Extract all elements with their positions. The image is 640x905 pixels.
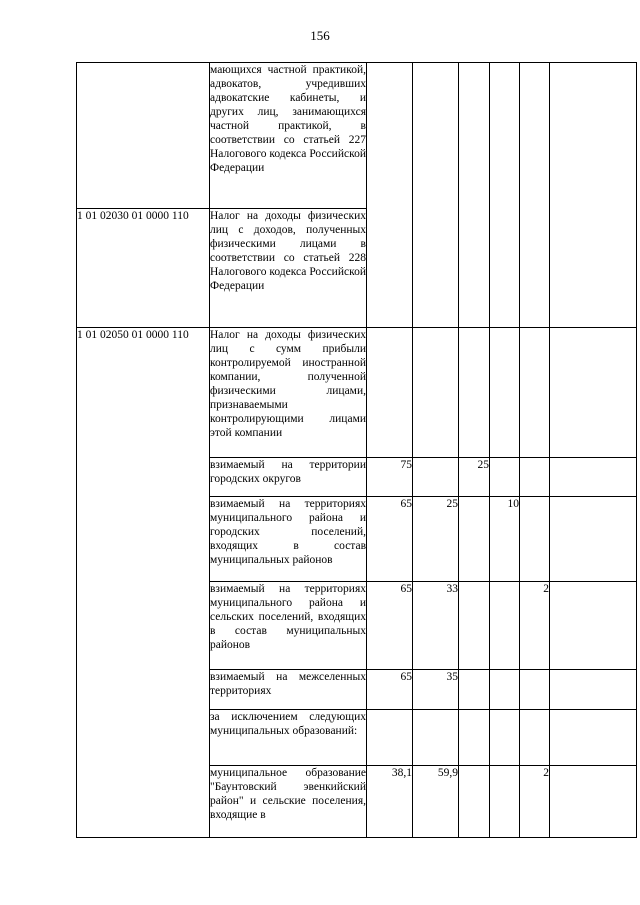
value-cell (490, 710, 520, 766)
classification-code (77, 63, 210, 209)
value-cell (490, 458, 520, 497)
income-description: взимаемый на территориях муниципального района и городских поселений, входящих в состав муниципальных районов (210, 497, 367, 582)
table-row (77, 63, 637, 209)
page-number: 156 (310, 28, 330, 43)
value-cell (459, 766, 490, 838)
value-cell (413, 458, 459, 497)
income-description: взимаемый на межселенных территориях (210, 670, 367, 710)
value-cell (550, 63, 637, 328)
value-cell: 75 (367, 458, 413, 497)
value-cell (459, 710, 490, 766)
value-cell (490, 328, 520, 458)
income-description: взимаемый на территориях муниципального района и сельских поселений, входящих в состав муниципальных районов (210, 582, 367, 670)
income-description: за исключением следующих муниципальных образований: (210, 710, 367, 766)
value-cell: 33 (413, 582, 459, 670)
income-description: муниципальное образование "Баунтовский эвенкийский район" и сельские поселения, входящие в (210, 766, 367, 838)
value-cell (367, 328, 413, 458)
value-cell (413, 63, 459, 328)
value-cell (490, 582, 520, 670)
value-cell (520, 328, 550, 458)
value-cell (550, 670, 637, 710)
income-description: взимаемый на территории городских округов (210, 458, 367, 497)
value-cell: 65 (367, 497, 413, 582)
value-cell (459, 328, 490, 458)
value-cell (520, 497, 550, 582)
value-cell: 59,9 (413, 766, 459, 838)
value-cell: 35 (413, 670, 459, 710)
value-cell: 2 (520, 582, 550, 670)
value-cell (550, 766, 637, 838)
value-cell (550, 458, 637, 497)
classification-code: 1 01 02050 01 0000 110 (77, 328, 210, 838)
value-cell (459, 670, 490, 710)
value-cell (520, 458, 550, 497)
income-description: мающихся частной практикой, адвокатов, учредивших адвокатские кабинеты, и других лиц, занимающихся частной практикой, в соответствии со статьей 227 Налогового кодекса Российской Федерации (210, 63, 367, 209)
value-cell (520, 670, 550, 710)
value-cell: 65 (367, 582, 413, 670)
classification-code: 1 01 02030 01 0000 110 (77, 209, 210, 328)
value-cell (490, 766, 520, 838)
value-cell (550, 497, 637, 582)
value-cell: 10 (490, 497, 520, 582)
value-cell: 2 (520, 766, 550, 838)
value-cell: 38,1 (367, 766, 413, 838)
value-cell (413, 710, 459, 766)
value-cell (367, 63, 413, 328)
value-cell (490, 670, 520, 710)
value-cell (367, 710, 413, 766)
value-cell (490, 63, 520, 328)
value-cell: 65 (367, 670, 413, 710)
value-cell (550, 710, 637, 766)
table-row (77, 328, 637, 458)
income-description: Налог на доходы физических лиц с доходов, полученных физическими лицами в соответствии со статьей 228 Налогового кодекса Российской Федерации (210, 209, 367, 328)
income-description: Налог на доходы физических лиц с сумм прибыли контролируемой иностранной компании, полученной физическими лицами, признаваемыми контролирующими лицами этой компании (210, 328, 367, 458)
value-cell: 25 (459, 458, 490, 497)
value-cell (413, 328, 459, 458)
value-cell: 25 (413, 497, 459, 582)
value-cell (459, 63, 490, 328)
value-cell (550, 582, 637, 670)
value-cell (520, 710, 550, 766)
budget-table (76, 62, 637, 838)
value-cell (550, 328, 637, 458)
value-cell (520, 63, 550, 328)
value-cell (459, 582, 490, 670)
value-cell (459, 497, 490, 582)
